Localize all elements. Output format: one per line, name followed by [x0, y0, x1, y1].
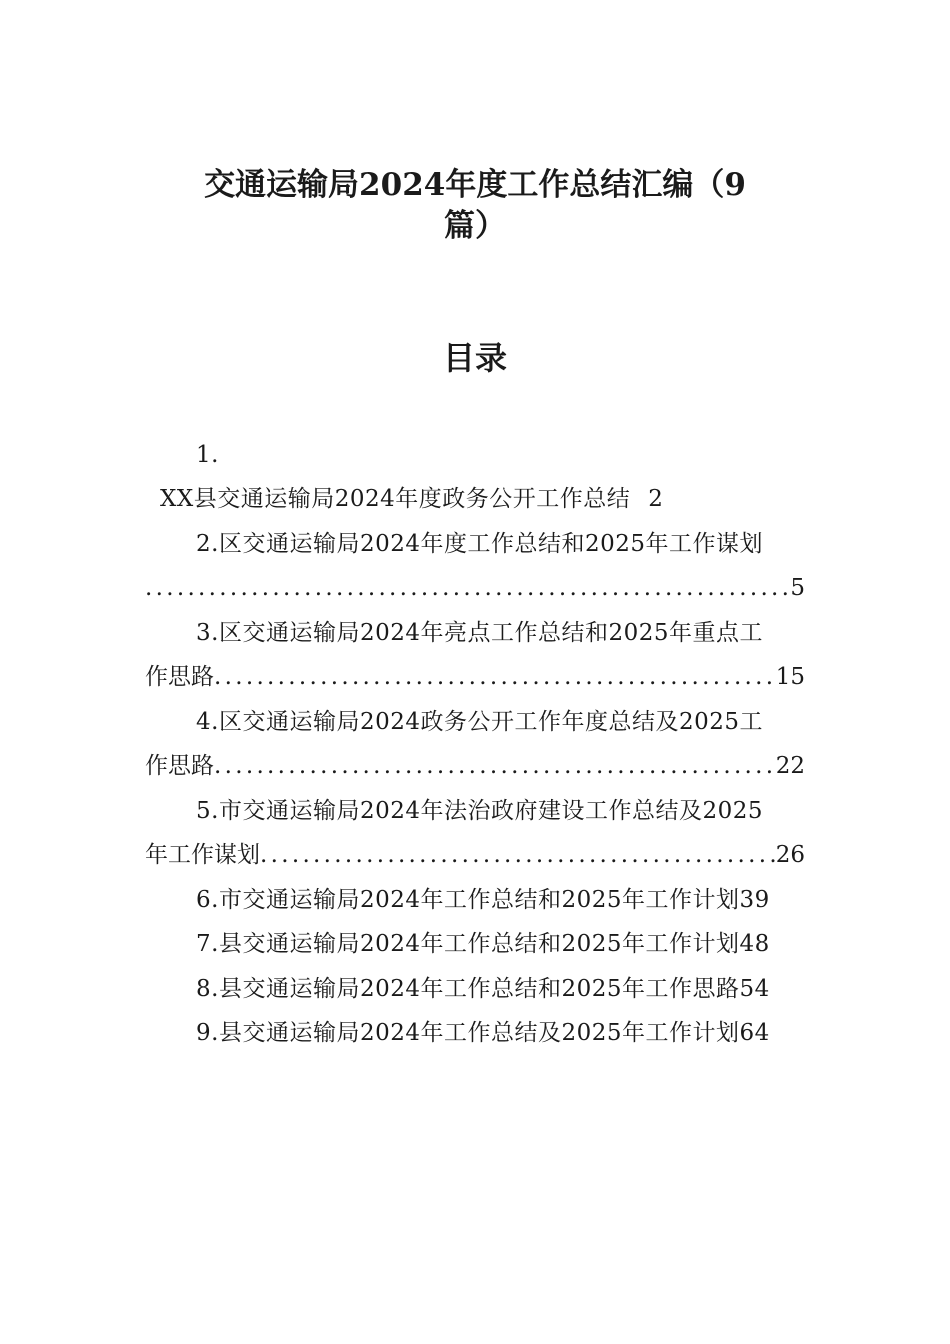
toc-leader-dots — [145, 575, 790, 601]
document-title-line-2: 篇） — [444, 208, 506, 244]
toc-heading: 目录 — [442, 339, 507, 377]
toc-item-3-leader-row[interactable] — [145, 664, 805, 690]
toc-item-3-page: 15 — [775, 664, 805, 690]
toc-item-1[interactable] — [160, 486, 663, 512]
toc-leader-dots — [214, 664, 776, 690]
toc-item-4-line-1[interactable]: 4.区交通运输局2024政务公开工作年度总结及2025工 — [196, 709, 764, 735]
toc-item-2-line-1[interactable]: 2.区交通运输局2024年度工作总结和2025年工作谋划 — [196, 531, 764, 557]
toc-item-5-page: 26 — [775, 842, 805, 868]
toc-item-7-text: 7.县交通运输局2024年工作总结和2025年工作计划 — [196, 931, 740, 957]
document-title-line-1: 交通运输局2024年度工作总结汇编（9 — [204, 167, 746, 203]
toc-item-1-text: XX县交通运输局2024年度政务公开工作总结 — [160, 486, 631, 512]
toc-item-9-page: 64 — [739, 1020, 770, 1046]
toc-item-7-page: 48 — [739, 931, 770, 957]
toc-item-4-line-2: 作思路 — [145, 753, 214, 779]
toc-item-5-line-1[interactable]: 5.市交通运输局2024年法治政府建设工作总结及2025 — [196, 798, 764, 824]
toc-item-4-leader-row[interactable] — [145, 753, 805, 779]
toc-item-9-text: 9.县交通运输局2024年工作总结及2025年工作计划 — [196, 1020, 740, 1046]
toc-item-7[interactable] — [196, 931, 770, 957]
toc-item-8-text: 8.县交通运输局2024年工作总结和2025年工作思路 — [196, 976, 740, 1002]
toc-item-8[interactable] — [196, 976, 770, 1002]
toc-item-2-page: 5 — [790, 575, 805, 601]
toc-item-4-page: 22 — [775, 753, 805, 779]
toc-item-5-leader-row[interactable] — [145, 842, 805, 868]
toc-item-5-line-2: 年工作谋划 — [145, 842, 260, 868]
toc-item-1-page: 2 — [648, 486, 664, 512]
toc-item-9[interactable] — [196, 1020, 770, 1046]
toc-item-6-page: 39 — [739, 887, 770, 913]
toc-item-3-line-2: 作思路 — [145, 664, 214, 690]
toc-item-8-page: 54 — [739, 976, 770, 1002]
toc-item-3-line-1[interactable]: 3.区交通运输局2024年亮点工作总结和2025年重点工 — [196, 620, 764, 646]
toc-leader-dots — [214, 753, 776, 779]
toc-item-2-leader-row[interactable] — [145, 575, 805, 601]
toc-item-1-number[interactable]: 1. — [196, 442, 219, 468]
toc-item-6-text: 6.市交通运输局2024年工作总结和2025年工作计划 — [196, 887, 740, 913]
toc-item-6[interactable] — [196, 887, 770, 913]
toc-leader-dots — [260, 842, 776, 868]
